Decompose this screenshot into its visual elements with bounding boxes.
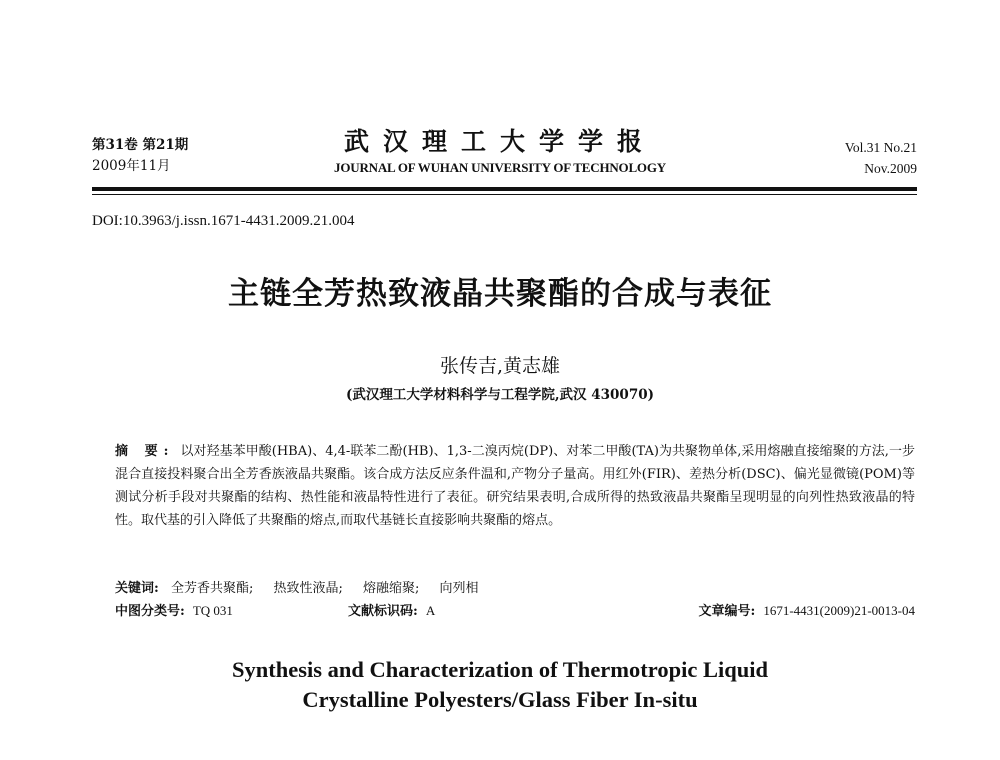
keyword-term: 熔融缩聚;: [363, 581, 420, 596]
clc-value: TQ 031: [192, 603, 233, 618]
masthead-left: [92, 135, 188, 177]
article-title-en-line2: Crystalline Polyesters/Glass Fiber In-situ: [302, 687, 698, 712]
author-list: 张传吉,黄志雄: [439, 355, 561, 377]
keyword-term: 全芳香共聚酯;: [170, 581, 254, 596]
article-title-cn: 主链全芳热致液晶共聚酯的合成与表征: [228, 276, 772, 312]
article-number-label: 文章编号:: [698, 604, 756, 619]
keyword-term: 热致性液晶;: [273, 581, 343, 596]
abstract-text: 以对羟基苯甲酸(HBA)、4,4-联苯二酚(HB)、1,3-二溴丙烷(DP)、对苯二甲酸(TA)为共聚物单体,采用熔融直接缩聚的方法,一步混合直接投料聚合出全芳香族液晶共聚酯。该合成方法反应条件温和,产物分子量高。用红外(FIR)、差热分析(DSC)、偏光显微镜(POM)等测试分析手段对共聚酯的结构、热性能和液晶特性进行了表征。研究结果表明,合成所得的热致液晶共聚酯呈现明显的向列性热致液晶的特性。取代基的引入降低了共聚酯的熔点,而取代基链长直接影响共聚酯的熔点。: [115, 444, 915, 528]
issue-date-en: Nov.2009: [864, 161, 917, 176]
issue-date-cn: 2009年11月: [92, 158, 171, 174]
article-title-en: [0, 655, 1000, 715]
volume-issue-cn: 第31卷 第21期: [92, 137, 189, 153]
document-code: [348, 600, 435, 619]
volume-issue-en: Vol.31 No.21: [844, 140, 917, 155]
document-code-value: A: [425, 603, 436, 618]
journal-name-cn: 武汉理工大学学报: [343, 127, 656, 156]
clc-label: 中图分类号:: [115, 604, 185, 619]
keywords-label: 关键词:: [115, 581, 159, 596]
article-number-value: 1671-4431(2009)21-0013-04: [763, 603, 915, 618]
abstract-label: 摘 要:: [115, 444, 175, 459]
masthead-right: [845, 137, 917, 179]
header-rule-thin: [92, 194, 917, 195]
header-rule-thick: [92, 187, 917, 191]
document-code-label: 文献标识码:: [348, 604, 418, 619]
clc-code: [115, 600, 233, 619]
abstract: [115, 440, 915, 532]
journal-name-en: JOURNAL OF WUHAN UNIVERSITY OF TECHNOLOGY: [334, 160, 666, 175]
keyword-term: 向列相: [439, 581, 479, 596]
doi-line: DOI:10.3963/j.issn.1671-4431.2009.21.004: [92, 213, 355, 229]
article-title-en-line1: Synthesis and Characterization of Thermotropic Liquid: [231, 657, 769, 682]
article-number: [699, 600, 915, 619]
keywords: [115, 577, 495, 596]
masthead-center: [300, 128, 700, 176]
affiliation: (武汉理工大学材料科学与工程学院,武汉 430070): [345, 387, 655, 403]
